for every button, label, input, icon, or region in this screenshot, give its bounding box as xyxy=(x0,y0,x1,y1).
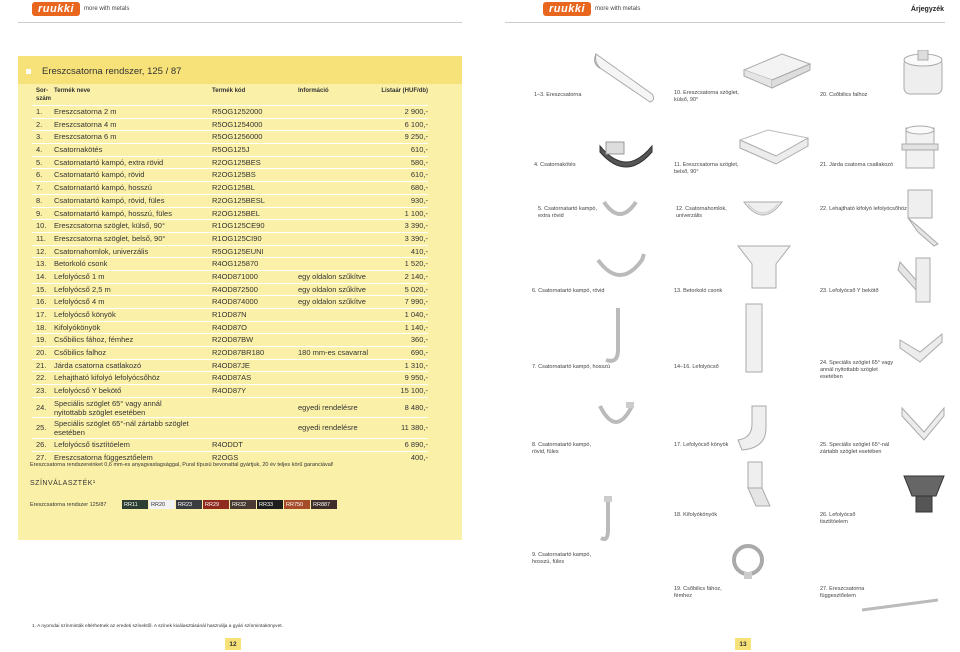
row-product-code: R2OG125BESL xyxy=(212,195,265,205)
header-no: Sor- xyxy=(36,88,48,94)
color-row-label: Ereszcsatorna rendszer 125/87 xyxy=(30,501,107,508)
pipe-cleaner-image xyxy=(898,470,950,514)
table-row xyxy=(32,295,428,308)
row-product-name: Lefolyócső tisztítóelem xyxy=(54,439,130,449)
row-info: egy oldalon szűkítve xyxy=(298,284,366,294)
color-swatch: RR20 xyxy=(149,500,175,509)
row-product-name: Csatornatartó kampó, hosszú xyxy=(54,183,152,193)
row-product-name: Kifolyókönyök xyxy=(54,322,101,332)
row-product-code: R4ODDT xyxy=(212,439,243,449)
row-product-name: Csatornakötés xyxy=(54,145,103,155)
caption-downpipe: 14–16. Lefolyócső xyxy=(674,364,719,370)
page-number-right: 13 xyxy=(735,638,751,650)
caption-hook-short-eared: 8. Csatornatartó kampó, rövid, füles xyxy=(532,442,592,455)
row-info: 180 mm-es csavarral xyxy=(298,348,369,358)
swatch-list xyxy=(122,500,338,509)
row-product-code: R5OG1252000 xyxy=(212,107,263,116)
row-price: 1 140,- xyxy=(404,322,428,332)
caption-hook-extra-short: 5. Csatornatartó kampó, extra rövid xyxy=(538,206,598,219)
row-product-name: Speciális szöglet 65° vagy annál nyitottabb szöglet esetében xyxy=(54,398,162,417)
color-swatch: RR11 xyxy=(122,500,148,509)
row-product-code: R2OGS xyxy=(212,452,239,462)
divider xyxy=(505,22,945,23)
row-price: 400,- xyxy=(410,452,428,462)
row-product-name: Lefolyócső 2,5 m xyxy=(54,284,111,294)
row-number: 1. xyxy=(36,107,43,116)
row-product-code: R4OD87O xyxy=(212,322,248,332)
table-row xyxy=(32,384,428,397)
connector-image xyxy=(596,138,656,174)
ruukki-logo-left xyxy=(32,2,129,16)
table-row xyxy=(32,270,428,283)
table-row xyxy=(32,194,428,207)
row-product-code: R4OD874000 xyxy=(212,297,258,307)
caption-special-corner-closed: 25. Speciális szöglet 65°-nál zártabb szöglet esetében xyxy=(820,442,890,455)
row-product-name: Ereszcsatorna szöglet, külső, 90° xyxy=(54,221,165,231)
inner-corner-image xyxy=(738,128,810,168)
row-product-name: Ereszcsatorna 6 m xyxy=(54,132,117,142)
outlet-elbow-image xyxy=(738,460,772,508)
row-info: egy oldalon szűkítve xyxy=(298,271,366,281)
table-row xyxy=(32,168,428,181)
price-table xyxy=(32,86,428,463)
row-price: 680,- xyxy=(410,183,428,193)
caption-connector: 4. Csatornakötés xyxy=(534,162,576,168)
row-price: 6 100,- xyxy=(404,119,428,129)
row-number: 21. xyxy=(36,360,47,370)
table-row xyxy=(32,219,428,232)
pipe-elbow-image xyxy=(732,404,776,452)
row-product-code: R4OG125870 xyxy=(212,259,259,269)
table-row xyxy=(32,321,428,334)
table-row xyxy=(32,207,428,220)
caption-special-corner-open: 24. Speciális szöglet 65° vagy annál nyitottabb szöglet esetében xyxy=(820,360,894,380)
color-swatch: RR750 xyxy=(284,500,310,509)
header-code: Termék kód xyxy=(212,88,246,94)
folding-outlet-image xyxy=(898,188,942,248)
row-product-code: R2OG125BEL xyxy=(212,208,260,218)
row-number: 22. xyxy=(36,373,47,383)
page-number-left: 12 xyxy=(225,638,241,650)
row-price: 1 520,- xyxy=(404,259,428,269)
caption-hanger: 27. Ereszcsatorna függesztőelem xyxy=(820,586,865,599)
divider xyxy=(18,22,462,23)
ruukki-logo-mark: ruukki xyxy=(543,2,591,16)
hook-short-image xyxy=(594,250,648,290)
row-product-name: Csatornatartó kampó, rövid, füles xyxy=(54,195,165,205)
row-product-code: R4OD871000 xyxy=(212,271,258,281)
row-product-name: Lefolyócső Y bekötő xyxy=(54,386,122,396)
row-price: 930,- xyxy=(410,195,428,205)
caption-pipe-elbow: 17. Lefolyócső könyök xyxy=(674,442,729,448)
row-price: 7 990,- xyxy=(404,297,428,307)
caption-y-branch: 23. Lefolyócső Y bekötő xyxy=(820,288,879,294)
color-swatch: RR23 xyxy=(176,500,202,509)
table-row xyxy=(32,346,428,359)
color-swatch: RR32 xyxy=(230,500,256,509)
row-price: 6 890,- xyxy=(404,439,428,449)
row-product-code: R5OG1256000 xyxy=(212,132,263,142)
row-number: 11. xyxy=(36,233,46,243)
hook-long-eared-image xyxy=(598,496,618,544)
caption-hook-long: 7. Csatornatartó kampó, hosszú xyxy=(532,364,610,370)
caption-gutter: 1–3. Ereszcsatorna xyxy=(534,92,582,98)
row-number: 15. xyxy=(36,284,47,294)
caption-hook-short: 6. Csatornatartó kampó, rövid xyxy=(532,288,605,294)
row-price: 8 480,- xyxy=(404,402,428,412)
row-number: 2. xyxy=(36,119,43,129)
special-corner-closed-image xyxy=(900,404,946,444)
table-header xyxy=(32,86,428,105)
logo-tagline: more with metals xyxy=(595,6,641,12)
row-number: 5. xyxy=(36,157,43,167)
ruukki-logo-right xyxy=(543,2,640,16)
row-product-code: R1OG125CE90 xyxy=(212,221,265,231)
row-number: 3. xyxy=(36,132,43,142)
color-row xyxy=(30,500,338,509)
downpipe-image xyxy=(742,302,766,374)
logo-tagline: more with metals xyxy=(84,6,130,12)
row-number: 9. xyxy=(36,208,43,218)
caption-hook-long-eared: 9. Csatornatartó kampó, hosszú, füles xyxy=(532,552,592,565)
caption-pipe-clip-wood: 19. Csőbilics fához, fémhez xyxy=(674,586,722,599)
row-product-code: R4OD87AS xyxy=(212,373,252,383)
row-number: 6. xyxy=(36,170,43,180)
row-price: 580,- xyxy=(410,157,428,167)
row-info: egyedi rendelésre xyxy=(298,423,358,433)
table-body xyxy=(32,105,428,463)
color-swatch: RR33 xyxy=(257,500,283,509)
caption-outer-corner: 10. Ereszcsatorna szöglet, külső, 90° xyxy=(674,90,739,103)
row-product-name: Csőbilics fához, fémhez xyxy=(54,335,134,345)
ruukki-logo-mark: ruukki xyxy=(32,2,80,16)
row-product-name: Lefolyócső 4 m xyxy=(54,297,105,307)
table-row xyxy=(32,245,428,258)
caption-wall-clip: 20. Csőbilics falhoz xyxy=(820,92,868,98)
row-number: 17. xyxy=(36,310,47,319)
pavement-connector-image xyxy=(898,124,944,172)
header-name: Termék neve xyxy=(54,88,91,94)
row-product-code: R2OG125BL xyxy=(212,183,255,193)
row-number: 13. xyxy=(36,259,47,269)
table-row xyxy=(32,371,428,384)
outer-corner-image xyxy=(742,50,812,96)
page-label: Árjegyzék xyxy=(910,6,944,13)
table-row xyxy=(32,283,428,296)
row-price: 1 040,- xyxy=(404,310,428,319)
caption-folding-outlet: 22. Lehajtható kifolyó lefolyócsőhöz xyxy=(820,206,907,212)
row-info: egyedi rendelésre xyxy=(298,402,358,412)
caption-pipe-cleaner: 26. Lefolyócső tisztítóelem xyxy=(820,512,856,525)
row-product-code: R5OG125EUNI xyxy=(212,246,264,256)
wall-clip-image xyxy=(900,50,946,100)
row-price: 1 310,- xyxy=(404,360,428,370)
row-product-code: R1OG125CI90 xyxy=(212,233,262,243)
row-number: 24. xyxy=(36,402,47,412)
row-price: 690,- xyxy=(410,348,428,358)
row-price: 11 380,- xyxy=(401,423,428,433)
row-product-name: Csatornahomlok, univerzális xyxy=(54,246,149,256)
row-product-name: Lehajtható kifolyó lefolyócsőhöz xyxy=(54,373,160,383)
row-info: egy oldalon szűkítve xyxy=(298,297,366,307)
table-row xyxy=(32,143,428,156)
y-branch-image xyxy=(896,256,942,304)
row-product-code: R2OD87BW xyxy=(212,335,254,345)
row-number: 4. xyxy=(36,145,43,155)
row-product-name: Ereszcsatorna függesztőelem xyxy=(54,452,153,462)
row-product-code: R4OD872500 xyxy=(212,284,258,294)
header-no-2: szám xyxy=(36,96,52,102)
table-row xyxy=(32,130,428,143)
color-heading: SZÍNVÁLASZTÉK¹ xyxy=(30,480,96,487)
row-price: 1 100,- xyxy=(404,208,428,218)
row-number: 8. xyxy=(36,195,43,205)
row-number: 23. xyxy=(36,386,47,396)
row-product-code: R2OG125BS xyxy=(212,170,256,180)
gutter-image xyxy=(592,48,662,104)
bullet-icon xyxy=(26,69,31,74)
table-row xyxy=(32,417,428,438)
table-row xyxy=(32,333,428,346)
row-price: 610,- xyxy=(410,170,428,180)
row-price: 2 900,- xyxy=(404,107,428,116)
guarantee-note: Ereszcsatorna rendszereinket 0,6 mm-es anyagvastagsággal, Pural típusú bevonattal gyártjuk, 20 év teljes körű garanciával! xyxy=(30,462,334,468)
row-product-code: R4OD87JE xyxy=(212,360,250,370)
row-number: 19. xyxy=(36,335,47,345)
table-row xyxy=(32,232,428,245)
row-product-name: Lefolyócső 1 m xyxy=(54,271,105,281)
outlet-image xyxy=(736,240,792,290)
row-product-code: R4OD87Y xyxy=(212,386,247,396)
row-number: 12. xyxy=(36,246,47,256)
table-row xyxy=(32,308,428,321)
row-price: 360,- xyxy=(410,335,428,345)
row-product-name: Ereszcsatorna 2 m xyxy=(54,107,117,116)
header-info: Információ xyxy=(298,88,329,94)
row-product-code: R1OD87N xyxy=(212,310,247,319)
hook-extra-short-image xyxy=(600,196,640,226)
row-product-name: Speciális szöglet 65°-nál zártabb szöglet esetében xyxy=(54,419,189,438)
row-price: 2 140,- xyxy=(404,271,428,281)
row-number: 20. xyxy=(36,348,47,358)
row-price: 3 390,- xyxy=(404,221,428,231)
table-row xyxy=(32,181,428,194)
row-price: 9 250,- xyxy=(404,132,428,142)
row-product-name: Csatornatartó kampó, extra rövid xyxy=(54,157,164,167)
row-price: 5 020,- xyxy=(404,284,428,294)
row-number: 10. xyxy=(36,221,47,231)
table-row xyxy=(32,105,428,118)
row-price: 610,- xyxy=(410,145,428,155)
row-product-code: R2OG125BES xyxy=(212,157,261,167)
row-price: 9 950,- xyxy=(404,373,428,383)
hook-short-eared-image xyxy=(596,400,636,438)
end-cap-image xyxy=(740,196,786,226)
row-number: 26. xyxy=(36,439,47,449)
caption-pavement-connector: 21. Járda csatorna csatlakozó xyxy=(820,162,894,168)
caption-end-cap: 12. Csatornahomlok, univerzális xyxy=(676,206,727,219)
table-row xyxy=(32,156,428,169)
price-table-panel xyxy=(18,56,462,540)
caption-outlet-elbow: 18. Kifolyókönyök xyxy=(674,512,718,518)
panel-title: Ereszcsatorna rendszer, 125 / 87 xyxy=(42,66,182,77)
table-row xyxy=(32,118,428,131)
color-swatch: RR29 xyxy=(203,500,229,509)
table-row xyxy=(32,397,428,418)
hanger-image xyxy=(860,598,940,612)
row-number: 14. xyxy=(36,271,47,281)
row-number: 25. xyxy=(36,423,47,433)
row-product-code: R5OG1254000 xyxy=(212,119,263,129)
row-product-name: Ereszcsatorna szöglet, belső, 90° xyxy=(54,233,166,243)
pipe-clip-wood-image xyxy=(728,540,768,580)
table-row xyxy=(32,438,428,451)
row-price: 3 390,- xyxy=(404,233,428,243)
color-swatch: RR887 xyxy=(311,500,337,509)
table-row xyxy=(32,359,428,372)
special-corner-open-image xyxy=(898,330,944,370)
row-product-code: R2OD87BR180 xyxy=(212,348,265,358)
row-product-name: Lefolyócső könyök xyxy=(54,310,116,319)
panel-header xyxy=(18,56,462,84)
row-product-name: Csőbilics falhoz xyxy=(54,348,107,358)
caption-outlet: 13. Betorkoló csonk xyxy=(674,288,723,294)
hook-long-image xyxy=(600,306,630,368)
row-price: 410,- xyxy=(410,246,428,256)
row-number: 27. xyxy=(36,452,47,462)
row-product-name: Betorkoló csonk xyxy=(54,259,108,269)
row-number: 16. xyxy=(36,297,47,307)
caption-inner-corner: 11. Ereszcsatorna szöglet, belső, 90° xyxy=(674,162,739,175)
row-product-name: Csatornatartó kampó, rövid xyxy=(54,170,145,180)
header-price: Listaár (HUF/db) xyxy=(381,88,428,94)
row-product-name: Járda csatorna csatlakozó xyxy=(54,360,142,370)
row-number: 18. xyxy=(36,322,47,332)
row-product-name: Csatornatartó kampó, hosszú, füles xyxy=(54,208,172,218)
row-number: 7. xyxy=(36,183,43,193)
row-product-code: R5OG125J xyxy=(212,145,250,155)
footnote: 1. A nyomdai színminták eltérhetnek az eredeti színektől. A színek kiválasztásánál használja a gyári színmintakönyvet. xyxy=(32,624,283,629)
table-row xyxy=(32,257,428,270)
row-product-name: Ereszcsatorna 4 m xyxy=(54,119,117,129)
row-price: 15 100,- xyxy=(400,386,428,396)
